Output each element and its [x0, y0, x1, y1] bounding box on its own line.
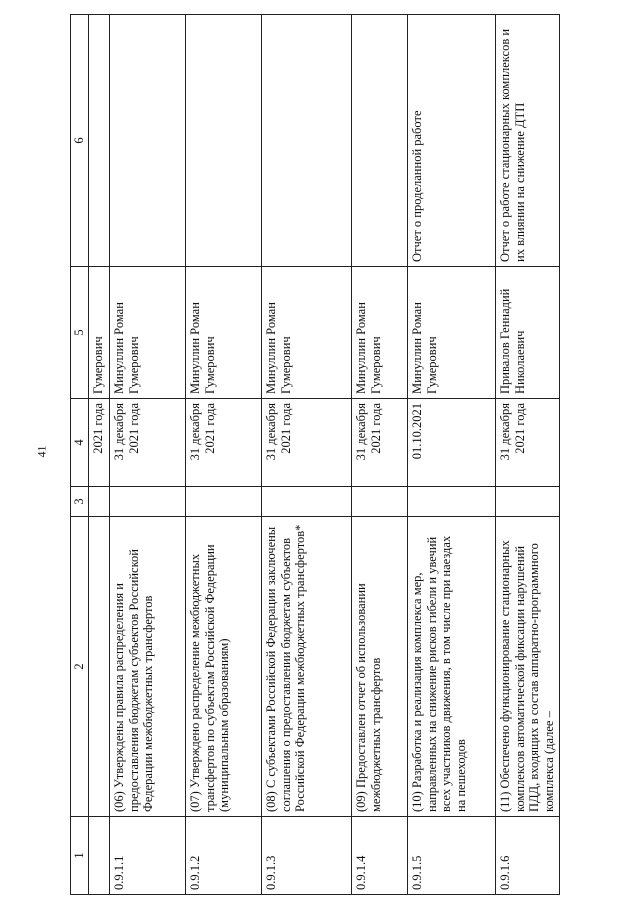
cell-person: Минуллин Роман Гумерович — [109, 267, 185, 399]
table-row — [495, 15, 559, 895]
cell-col3 — [351, 487, 407, 517]
cell-person: Гумерович — [88, 267, 109, 399]
table-row-continued — [88, 15, 109, 895]
cell-num: 0.9.1.2 — [185, 817, 261, 895]
cell-num: 0.9.1.4 — [351, 817, 407, 895]
cell-desc: (06) Утверждены правила распределения и предоставления бюджетам субъектов Российской Федерации межбюджетных трансфертов — [109, 517, 185, 817]
cell-date: 31 декабря 2021 года — [261, 399, 351, 487]
cell-doc — [185, 15, 261, 267]
cell-person: Минуллин Роман Гумерович — [351, 267, 407, 399]
cell-col3 — [88, 487, 109, 517]
cell-date: 31 декабря 2021 года — [351, 399, 407, 487]
table-row — [109, 15, 185, 895]
cell-col3 — [407, 487, 495, 517]
cell-doc — [109, 15, 185, 267]
table-row — [185, 15, 261, 895]
cell-person: Минуллин Роман Гумерович — [185, 267, 261, 399]
header-cell: 4 — [71, 399, 89, 487]
table-row — [261, 15, 351, 895]
header-cell: 6 — [71, 15, 89, 267]
page-number: 41 — [34, 445, 49, 458]
header-cell: 1 — [71, 817, 89, 895]
cell-col3 — [109, 487, 185, 517]
cell-person: Привалов Геннадий Николаевич — [495, 267, 559, 399]
cell-col3 — [261, 487, 351, 517]
cell-date: 31 декабря 2021 года — [109, 399, 185, 487]
cell-desc — [88, 517, 109, 817]
table-row — [351, 15, 407, 895]
cell-desc: (07) Утверждено распределение межбюджетных трансфертов по субъектам Российской Федерации (муниципальным образованиям) — [185, 517, 261, 817]
cell-person: Минуллин Роман Гумерович — [407, 267, 495, 399]
cell-desc: (10) Разработка и реализация комплекса мер, направленных на снижение рисков гибели и увечий всех участников движения, в том числе при наездах на пешеходов — [407, 517, 495, 817]
cell-doc: Отчет о работе стационарных комплексов и их влиянии на снижение ДТП — [495, 15, 559, 267]
cell-doc — [351, 15, 407, 267]
header-cell: 2 — [71, 517, 89, 817]
cell-doc: Отчет о проделанной работе — [407, 15, 495, 267]
cell-date: 31 декабря 2021 года — [495, 399, 559, 487]
cell-num: 0.9.1.1 — [109, 817, 185, 895]
cell-date: 31 декабря 2021 года — [185, 399, 261, 487]
cell-doc — [88, 15, 109, 267]
table-row — [407, 15, 495, 895]
cell-num: 0.9.1.6 — [495, 817, 559, 895]
header-cell: 3 — [71, 487, 89, 517]
cell-date: 01.10.2021 — [407, 399, 495, 487]
cell-desc: (11) Обеспечено функционирование стационарных комплексов автоматической фиксации нарушений ПДД, входящих в состав аппаратно-программного комплекса (далее – — [495, 517, 559, 817]
cell-desc: (09) Предоставлен отчет об использовании межбюджетных трансфертов — [351, 517, 407, 817]
cell-num: 0.9.1.3 — [261, 817, 351, 895]
plan-table — [70, 14, 560, 895]
cell-col3 — [495, 487, 559, 517]
header-row — [71, 15, 89, 895]
cell-date: 2021 года — [88, 399, 109, 487]
cell-person: Минуллин Роман Гумерович — [261, 267, 351, 399]
cell-doc — [261, 15, 351, 267]
rotated-table-container — [70, 15, 630, 895]
cell-col3 — [185, 487, 261, 517]
header-cell: 5 — [71, 267, 89, 399]
cell-num: 0.9.1.5 — [407, 817, 495, 895]
cell-desc: (08) С субъектами Российской Федерации заключены соглашения о предоставлении бюджетам субъектов Российской Федерации межбюджетных трансфертов* — [261, 517, 351, 817]
cell-num — [88, 817, 109, 895]
